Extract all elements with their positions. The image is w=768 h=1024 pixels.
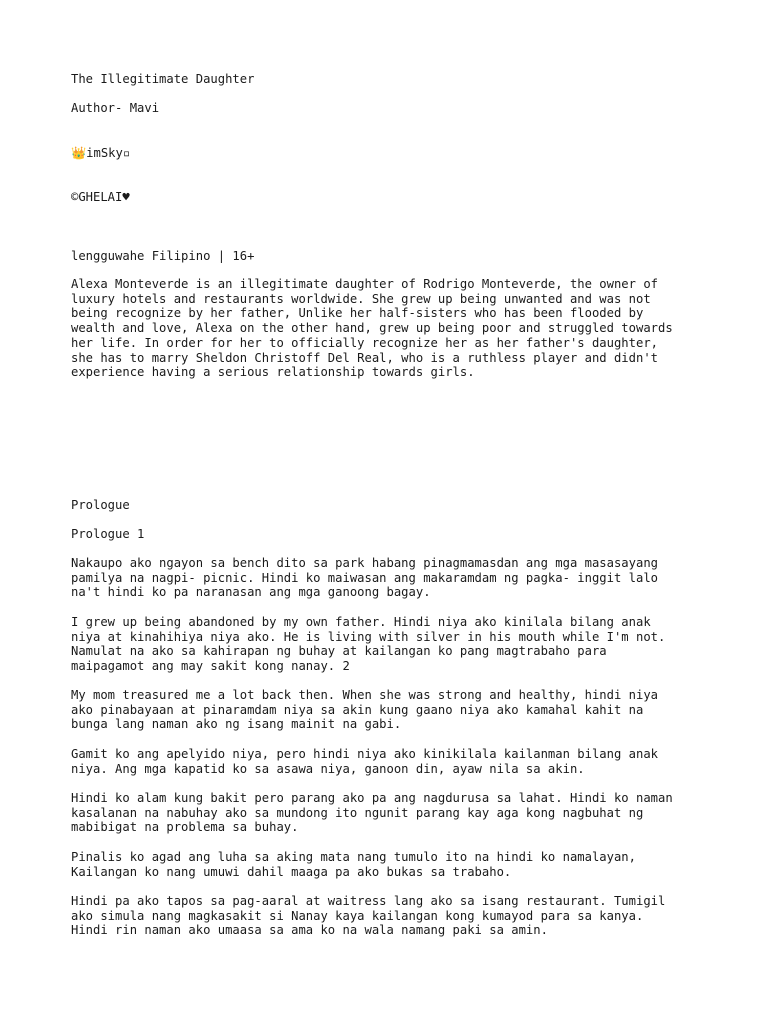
section-heading: Prologue [71,498,130,512]
story-paragraph: Hindi ko alam kung bakit pero parang ako pa ang nagdurusa sa lahat. Hindi ko naman kasalanan na nabuhay ako sa mundong ito ngunit parang kay aga kong nagbuhat ng mabibigat na problema sa buhay. [71,791,673,835]
synopsis-paragraph: Alexa Monteverde is an illegitimate daughter of Rodrigo Monteverde, the owner of luxury hotels and restaurants worldwide. She grew up being unwanted and was not being recognize by her father, Unlike her half-sisters who has been flooded by wealth and love, Alexa on the other hand, grew up being poor and struggled towards her life. In order for her to officially recognize her as her father's daughter, she has to marry Sheldon Christoff Del Real, who is a ruthless player and didn't experience having a serious relationship towards girls. [71,277,673,380]
story-paragraph: Hindi pa ako tapos sa pag-aaral at waitress lang ako sa isang restaurant. Tumigil ako simula nang magkasakit si Nanay kaya kailangan kong kumayod para sa kanya. Hindi rin naman ako umaasa sa ama ko na wala namang paki sa amin. [71,894,666,938]
chapter-heading: Prologue 1 [71,527,145,541]
language-rating-line: lengguwahe Filipino | 16+ [71,249,255,263]
author-line: Author- Mavi [71,101,160,115]
credit-line-2: ©GHELAI♥ [71,190,130,204]
story-paragraph: My mom treasured me a lot back then. When she was strong and healthy, hindi niya ako pinabayaan at pinaramdam niya sa akin kung gaano niya ako kamahal kahit na bunga lang naman ako ng isang mainit na gabi. [71,688,658,732]
book-title: The Illegitimate Daughter [71,72,255,86]
credit-line-1: 👑imSky▫ [71,146,131,160]
story-paragraph: I grew up being abandoned by my own father. Hindi niya ako kinilala bilang anak niya at kinahihiya niya ako. He is living with silver in his mouth while I'm not. Namulat na ako sa kahirapan ng buhay at kailangan ko pang magtrabaho para maipagamot ang may sakit kong nanay. 2 [71,615,666,674]
story-paragraph: Nakaupo ako ngayon sa bench dito sa park habang pinagmamasdan ang mga masasayang pamilya na nagpi- picnic. Hindi ko maiwasan ang makaramdam ng pagka- inggit lalo na't hindi ko pa naranasan ang mga ganoong bagay. [71,556,658,600]
story-paragraph: Pinalis ko agad ang luha sa aking mata nang tumulo ito na hindi ko namalayan, Kailangan ko nang umuwi dahil maaga pa ako bukas sa trabaho. [71,850,636,879]
story-paragraph: Gamit ko ang apelyido niya, pero hindi niya ako kinikilala kailanman bilang anak niya. Ang mga kapatid ko sa asawa niya, ganoon din, ayaw nila sa akin. [71,747,658,776]
